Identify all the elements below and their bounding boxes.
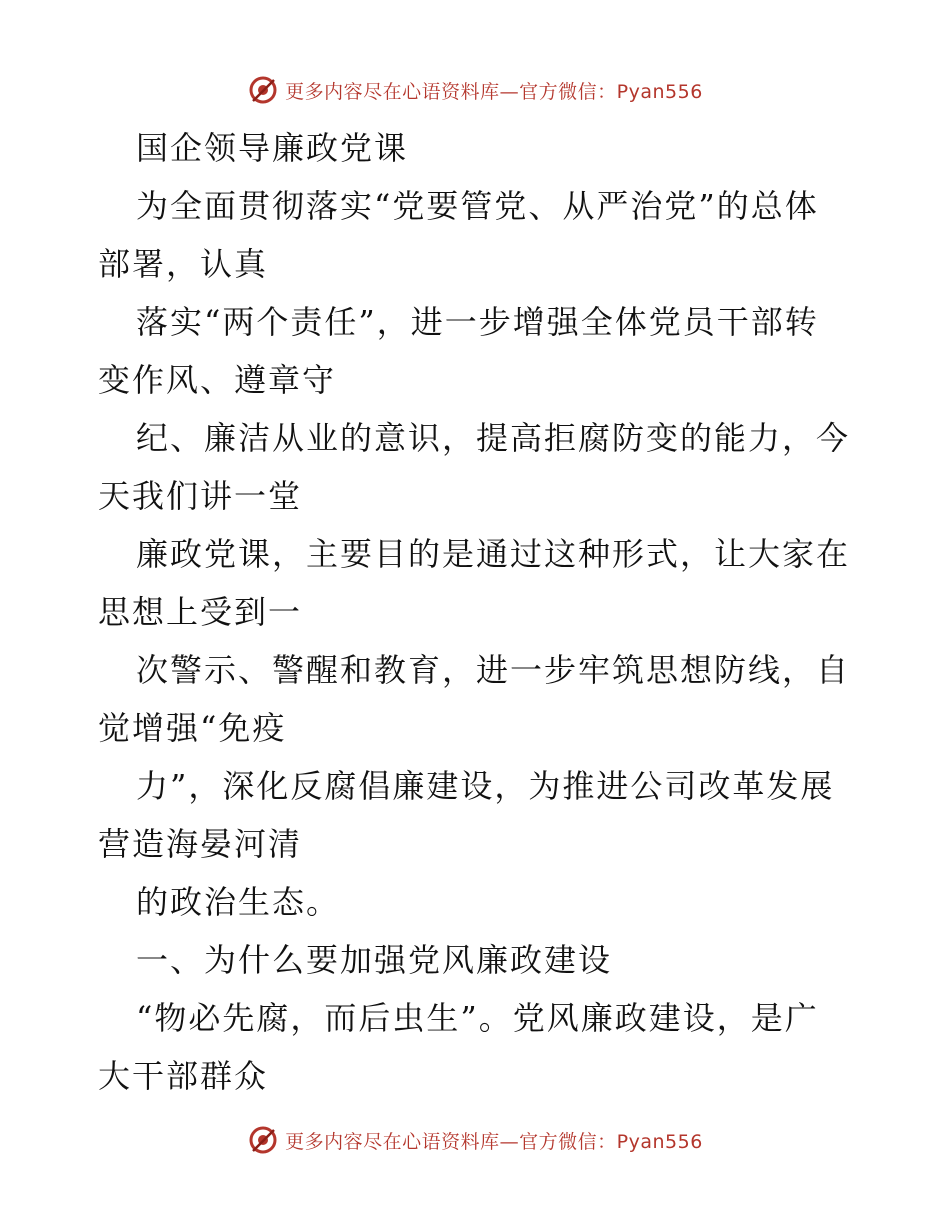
document-title: 国企领导廉政党课 <box>136 129 409 167</box>
pen-circle-logo-icon <box>247 1124 279 1156</box>
section-heading: 一、为什么要加强党风廉政建设 <box>136 941 613 979</box>
paragraph-line: 大干部群众 <box>98 1057 269 1095</box>
paragraph-line: 落实“两个责任”，进一步增强全体党员干部转 <box>136 303 819 341</box>
header-banner-label: 更多内容尽在心语资料库—官方微信： <box>285 80 617 103</box>
paragraph-line: 廉政党课，主要目的是通过这种形式，让大家在 <box>136 535 851 573</box>
footer-banner <box>0 1120 950 1160</box>
header-banner <box>0 70 950 110</box>
paragraph-line: 力”，深化反腐倡廉建设，为推进公司改革发展 <box>136 767 835 805</box>
header-banner-text <box>285 77 703 104</box>
paragraph-line: 次警示、警醒和教育，进一步牢筑思想防线，自 <box>136 651 851 689</box>
paragraph-line: 纪、廉洁从业的意识，提高拒腐防变的能力，今 <box>136 419 851 457</box>
paragraph-line: 的政治生态。 <box>136 883 341 921</box>
pen-circle-logo-icon <box>247 74 279 106</box>
paragraph-line: 部署，认真 <box>98 245 269 283</box>
paragraph-line: 为全面贯彻落实“党要管党、从严治党”的总体 <box>136 187 819 225</box>
paragraph-line: 觉增强“免疫 <box>98 709 287 747</box>
paragraph-line: “物必先腐，而后虫生”。党风廉政建设，是广 <box>136 999 819 1037</box>
footer-banner-text <box>285 1127 703 1154</box>
paragraph-line: 天我们讲一堂 <box>98 477 303 515</box>
header-banner-id: Pyan556 <box>616 80 703 103</box>
paragraph-line: 营造海晏河清 <box>98 825 303 863</box>
footer-banner-label: 更多内容尽在心语资料库—官方微信： <box>285 1130 617 1153</box>
paragraph-line: 思想上受到一 <box>98 593 303 631</box>
paragraph-line: 变作风、遵章守 <box>98 361 337 399</box>
footer-banner-id: Pyan556 <box>616 1130 703 1153</box>
